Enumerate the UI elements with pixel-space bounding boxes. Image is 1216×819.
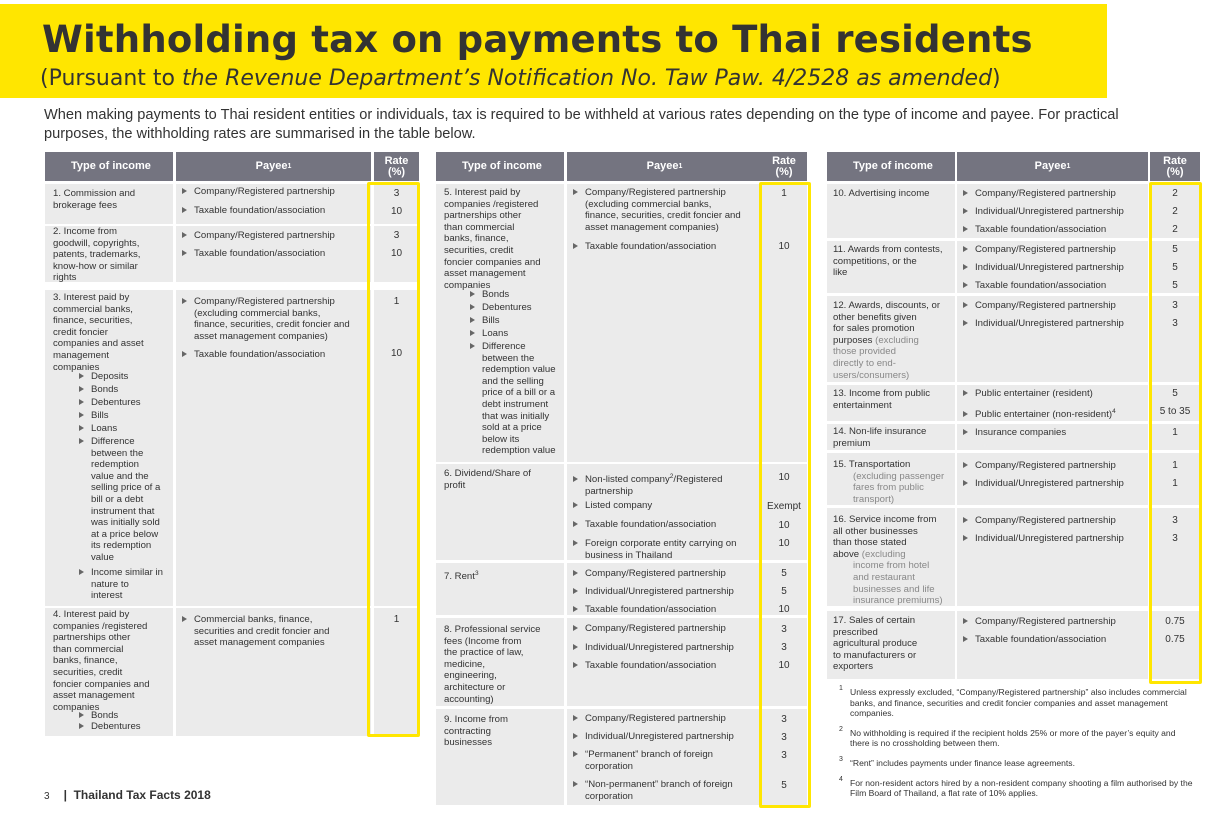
- rate-value: 1: [1172, 427, 1178, 438]
- bullet-triangle-icon: [79, 373, 84, 379]
- payee-item: Company/Registered partnership: [573, 713, 726, 725]
- footnote-1: 1 Unless expressly excluded, “Company/Registered partnership” also includes commercial banks, and finance, securities and credit foncier companies and asset management companies.: [839, 685, 1187, 719]
- bullet-triangle-icon: [79, 425, 84, 431]
- rate-highlight-box: [367, 182, 420, 737]
- bullet-triangle-icon: [573, 733, 578, 739]
- payee-item: Company/Registered partnership (excluding commercial banks, finance, securities, credit foncier and asset management companies): [182, 296, 350, 342]
- rate-value: Exempt: [767, 501, 801, 512]
- sub-item: Difference between the redemption value and the selling price of a bill or a debt instrument that was initially sold at a price below its redemption value: [79, 436, 160, 564]
- bullet-triangle-icon: [963, 480, 968, 486]
- bullet-triangle-icon: [963, 517, 968, 523]
- footnote-3: 3 “Rent” includes payments under finance lease agreements.: [839, 755, 1075, 768]
- payee-item: Individual/Unregistered partnership: [963, 206, 1124, 218]
- bullet-triangle-icon: [573, 502, 578, 508]
- payee-item: Company/Registered partnership: [182, 186, 335, 198]
- bullet-triangle-icon: [573, 521, 578, 527]
- income-type-5: 5. Interest paid by companies /registered partnerships other than commercial banks, finance, securities, credit foncier companies and asset management companies: [444, 187, 541, 291]
- bullet-triangle-icon: [79, 569, 84, 575]
- bullet-triangle-icon: [470, 317, 475, 323]
- payee-item: Individual/Unregistered partnership: [573, 586, 734, 598]
- rate-value: 2: [1172, 188, 1178, 199]
- bullet-triangle-icon: [573, 644, 578, 650]
- bullet-triangle-icon: [79, 723, 84, 729]
- income-type-14: 14. Non-life insurance premium: [833, 426, 927, 449]
- payee-item: Company/Registered partnership (excluding commercial banks, finance, securities, credit foncier and asset management companies): [573, 187, 741, 233]
- payee-item: “Permanent” branch of foreign corporation: [573, 749, 713, 772]
- sub-item: Bills: [470, 315, 500, 327]
- payee-item: Company/Registered partnership: [963, 515, 1116, 527]
- sub-item: Income similar in nature to interest: [79, 567, 163, 602]
- rate-value: 3: [393, 230, 400, 241]
- rate-value: 3: [1172, 533, 1178, 544]
- rate-value: 10: [778, 538, 790, 549]
- payee-item: Company/Registered partnership: [182, 230, 335, 242]
- payee-item: Company/Registered partnership: [573, 623, 726, 635]
- rate-value: 2: [1172, 224, 1178, 235]
- payee-item: Taxable foundation/association: [182, 248, 325, 260]
- bullet-triangle-icon: [963, 264, 968, 270]
- payee-item: Individual/Unregistered partnership: [573, 731, 734, 743]
- header-rate: Rate (%): [761, 152, 807, 181]
- bullet-triangle-icon: [79, 399, 84, 405]
- rate-value: 5: [1172, 388, 1178, 399]
- bullet-triangle-icon: [573, 243, 578, 249]
- income-type-15: 15. Transportation (excluding passenger fares from public transport): [833, 459, 945, 505]
- rate-value: 10: [778, 604, 790, 615]
- bullet-triangle-icon: [573, 540, 578, 546]
- payee-item: Company/Registered partnership: [963, 300, 1116, 312]
- income-type-1: 1. Commission and brokerage fees: [53, 188, 136, 211]
- bullet-triangle-icon: [573, 476, 578, 482]
- page-title: Withholding tax on payments to Thai residents: [42, 18, 1033, 61]
- bullet-triangle-icon: [963, 636, 968, 642]
- sub-item: Bonds: [79, 710, 118, 722]
- rate-value: 3: [781, 750, 787, 761]
- payee-item: Individual/Unregistered partnership: [963, 478, 1124, 490]
- payee-item: Individual/Unregistered partnership: [963, 262, 1124, 274]
- bullet-triangle-icon: [470, 304, 475, 310]
- header-rate: Rate (%): [1150, 152, 1200, 181]
- bullet-triangle-icon: [573, 588, 578, 594]
- bullet-triangle-icon: [963, 282, 968, 288]
- rate-value: 5: [1172, 280, 1178, 291]
- bullet-triangle-icon: [963, 390, 968, 396]
- bullet-triangle-icon: [963, 190, 968, 196]
- payee-item: Individual/Unregistered partnership: [573, 642, 734, 654]
- rate-highlight-box: [1149, 182, 1202, 684]
- income-type-16: 16. Service income from all other businesses than those stated above (excluding income from hotel and restaurant businesses and life insurance premiums): [833, 514, 943, 607]
- rate-value: 3: [781, 732, 787, 743]
- rate-value: 1: [1172, 478, 1178, 489]
- rate-highlight-box: [759, 182, 811, 808]
- page-subtitle: (Pursuant to the Revenue Department’s Notification No. Taw Paw. 4/2528 as amended): [40, 66, 1001, 91]
- payee-item: Company/Registered partnership: [573, 568, 726, 580]
- payee-item: Company/Registered partnership: [963, 616, 1116, 628]
- bullet-triangle-icon: [182, 616, 187, 622]
- sub-item: Bonds: [79, 384, 118, 396]
- rate-value: 10: [778, 241, 790, 252]
- rate-value: 3: [781, 714, 787, 725]
- rate-value: 5: [781, 586, 787, 597]
- income-type-12: 12. Awards, discounts, or other benefits given for sales promotion purposes (excluding those provided directly to end- users/consumers): [833, 300, 941, 381]
- payee-item: Taxable foundation/association: [963, 634, 1106, 646]
- bullet-triangle-icon: [470, 330, 475, 336]
- footnotes: [837, 687, 1197, 808]
- income-type-8: 8. Professional service fees (Income from the practice of law, medicine, engineering, architecture or accounting): [444, 624, 541, 705]
- sub-item: Deposits: [79, 371, 128, 383]
- rate-value: 10: [778, 520, 790, 531]
- payee-item: Taxable foundation/association: [963, 280, 1106, 292]
- rate-value: 3: [781, 642, 787, 653]
- income-type-11: 11. Awards from contests, competitions, or the like: [833, 244, 943, 279]
- header-type-of-income: Type of income: [827, 152, 955, 181]
- sub-item: Loans: [79, 423, 117, 435]
- bullet-triangle-icon: [963, 535, 968, 541]
- rate-value: 1: [393, 614, 400, 625]
- payee-item: Insurance companies: [963, 427, 1066, 439]
- bullet-triangle-icon: [573, 606, 578, 612]
- bullet-triangle-icon: [573, 625, 578, 631]
- income-type-6: 6. Dividend/Share of profit: [444, 468, 531, 491]
- rate-value: 3: [1172, 515, 1178, 526]
- payee-item: Company/Registered partnership: [963, 188, 1116, 200]
- payee-item: Taxable foundation/association: [573, 519, 716, 531]
- rate-value: 3: [393, 188, 400, 199]
- rate-value: 3: [781, 624, 787, 635]
- bullet-triangle-icon: [963, 302, 968, 308]
- bullet-triangle-icon: [963, 246, 968, 252]
- bullet-triangle-icon: [963, 462, 968, 468]
- bullet-triangle-icon: [573, 570, 578, 576]
- header-payee: Payee 1: [176, 152, 371, 181]
- bullet-triangle-icon: [182, 232, 187, 238]
- payee-item: Public entertainer (resident): [963, 388, 1093, 400]
- sub-item: Debentures: [79, 397, 141, 409]
- bullet-triangle-icon: [573, 189, 578, 195]
- bullet-triangle-icon: [470, 291, 475, 297]
- rate-value: 5: [1172, 262, 1178, 273]
- payee-item: Company/Registered partnership: [963, 244, 1116, 256]
- bullet-triangle-icon: [182, 207, 187, 213]
- bullet-triangle-icon: [963, 226, 968, 232]
- rate-value: 3: [1172, 300, 1178, 311]
- payee-item: Taxable foundation/association: [182, 349, 325, 361]
- bullet-triangle-icon: [963, 618, 968, 624]
- bullet-triangle-icon: [470, 343, 475, 349]
- rate-value: 1: [393, 296, 400, 307]
- rate-value: 10: [778, 660, 790, 671]
- income-type-17: 17. Sales of certain prescribed agricultural produce to manufacturers or exporters: [833, 615, 918, 673]
- header-payee: Payee 1: [567, 152, 762, 181]
- bullet-triangle-icon: [182, 188, 187, 194]
- rate-value: 5: [781, 568, 787, 579]
- payee-item: Non-listed company$^2$/Registered partnership: [573, 471, 722, 497]
- header-rate: Rate (%): [374, 152, 419, 181]
- rate-value: 5: [781, 780, 787, 791]
- bullet-triangle-icon: [963, 411, 968, 417]
- rate-value: 10: [778, 472, 790, 483]
- payee-item: Listed company: [573, 500, 652, 512]
- rate-value: 0.75: [1165, 616, 1185, 627]
- income-type-10: 10. Advertising income: [833, 188, 930, 199]
- payee-item: Taxable foundation/association: [573, 660, 716, 672]
- rate-value: 5 to 35: [1159, 406, 1191, 417]
- payee-item: Commercial banks, finance, securities and credit foncier and asset management companies: [182, 614, 329, 649]
- rate-value: 1: [1172, 460, 1178, 471]
- payee-item: Public entertainer (non-resident)$^4$: [963, 406, 1116, 421]
- income-type-9: 9. Income from contracting businesses: [444, 714, 508, 749]
- payee-item: Foreign corporate entity carrying on business in Thailand: [573, 538, 736, 561]
- header-type-of-income: Type of income: [45, 152, 173, 181]
- rate-value: 5: [1172, 244, 1178, 255]
- bullet-triangle-icon: [963, 429, 968, 435]
- sub-item: Debentures: [470, 302, 532, 314]
- rate-value: 0.75: [1165, 634, 1185, 645]
- income-type-7: 7. Rent$^3$: [444, 570, 479, 583]
- bullet-triangle-icon: [573, 715, 578, 721]
- sub-item: Loans: [470, 328, 508, 340]
- bullet-triangle-icon: [182, 298, 187, 304]
- payee-item: Taxable foundation/association: [182, 205, 325, 217]
- sub-item: Bills: [79, 410, 109, 422]
- payee-item: “Non-permanent” branch of foreign corporation: [573, 779, 733, 802]
- payee-item: Individual/Unregistered partnership: [963, 318, 1124, 330]
- income-type-13: 13. Income from public entertainment: [833, 388, 931, 411]
- payee-item: Taxable foundation/association: [963, 224, 1106, 236]
- payee-item: Individual/Unregistered partnership: [963, 533, 1124, 545]
- sub-item: Debentures: [79, 721, 141, 733]
- rate-value: 2: [1172, 206, 1178, 217]
- rate-value: 10: [390, 206, 403, 217]
- income-type-3: 3. Interest paid by commercial banks, finance, securities, credit foncier companies and asset management companies: [53, 292, 144, 373]
- income-type-4: 4. Interest paid by companies /registered partnerships other than commercial banks, finance, securities, credit foncier companies and asset management companies: [53, 609, 150, 713]
- footnote-2: 2 No withholding is required if the recipient holds 25% or more of the payer’s equity and there is no crossholding between them.: [839, 725, 1176, 749]
- bullet-triangle-icon: [79, 438, 84, 444]
- intro-paragraph: When making payments to Thai resident entities or individuals, tax is required to be withheld at various rates depending on the type of income and payee. For practical purposes, the withholding rates are summarised in the table below.: [44, 107, 1119, 142]
- bullet-triangle-icon: [182, 351, 187, 357]
- header-type-of-income: Type of income: [436, 152, 564, 181]
- payee-item: Taxable foundation/association: [573, 604, 716, 616]
- page-footer: 3 | Thailand Tax Facts 2018: [44, 788, 211, 802]
- rate-value: 3: [1172, 318, 1178, 329]
- bullet-triangle-icon: [79, 412, 84, 418]
- bullet-triangle-icon: [963, 208, 968, 214]
- footnote-4: 4 For non-resident actors hired by a non-resident company shooting a film authorised by the Film Board of Thailand, a flat rate of 10% applies.: [839, 775, 1193, 799]
- rate-value: 10: [390, 248, 403, 259]
- payee-item: Company/Registered partnership: [963, 460, 1116, 472]
- rate-value: 10: [390, 348, 403, 359]
- bullet-triangle-icon: [182, 250, 187, 256]
- bullet-triangle-icon: [573, 751, 578, 757]
- rate-value: 1: [781, 188, 787, 199]
- header-payee: Payee 1: [957, 152, 1148, 181]
- bullet-triangle-icon: [79, 386, 84, 392]
- income-type-2: 2. Income from goodwill, copyrights, patents, trademarks, know-how or similar rights: [53, 226, 141, 284]
- bullet-triangle-icon: [79, 712, 84, 718]
- sub-item: Bonds: [470, 289, 509, 301]
- sub-item: Difference between the redemption value and the selling price of a bill or a debt instrument that was initially sold at a price below its redemption value: [470, 341, 556, 457]
- bullet-triangle-icon: [573, 662, 578, 668]
- bullet-triangle-icon: [963, 320, 968, 326]
- payee-item: Taxable foundation/association: [573, 241, 716, 253]
- bullet-triangle-icon: [573, 781, 578, 787]
